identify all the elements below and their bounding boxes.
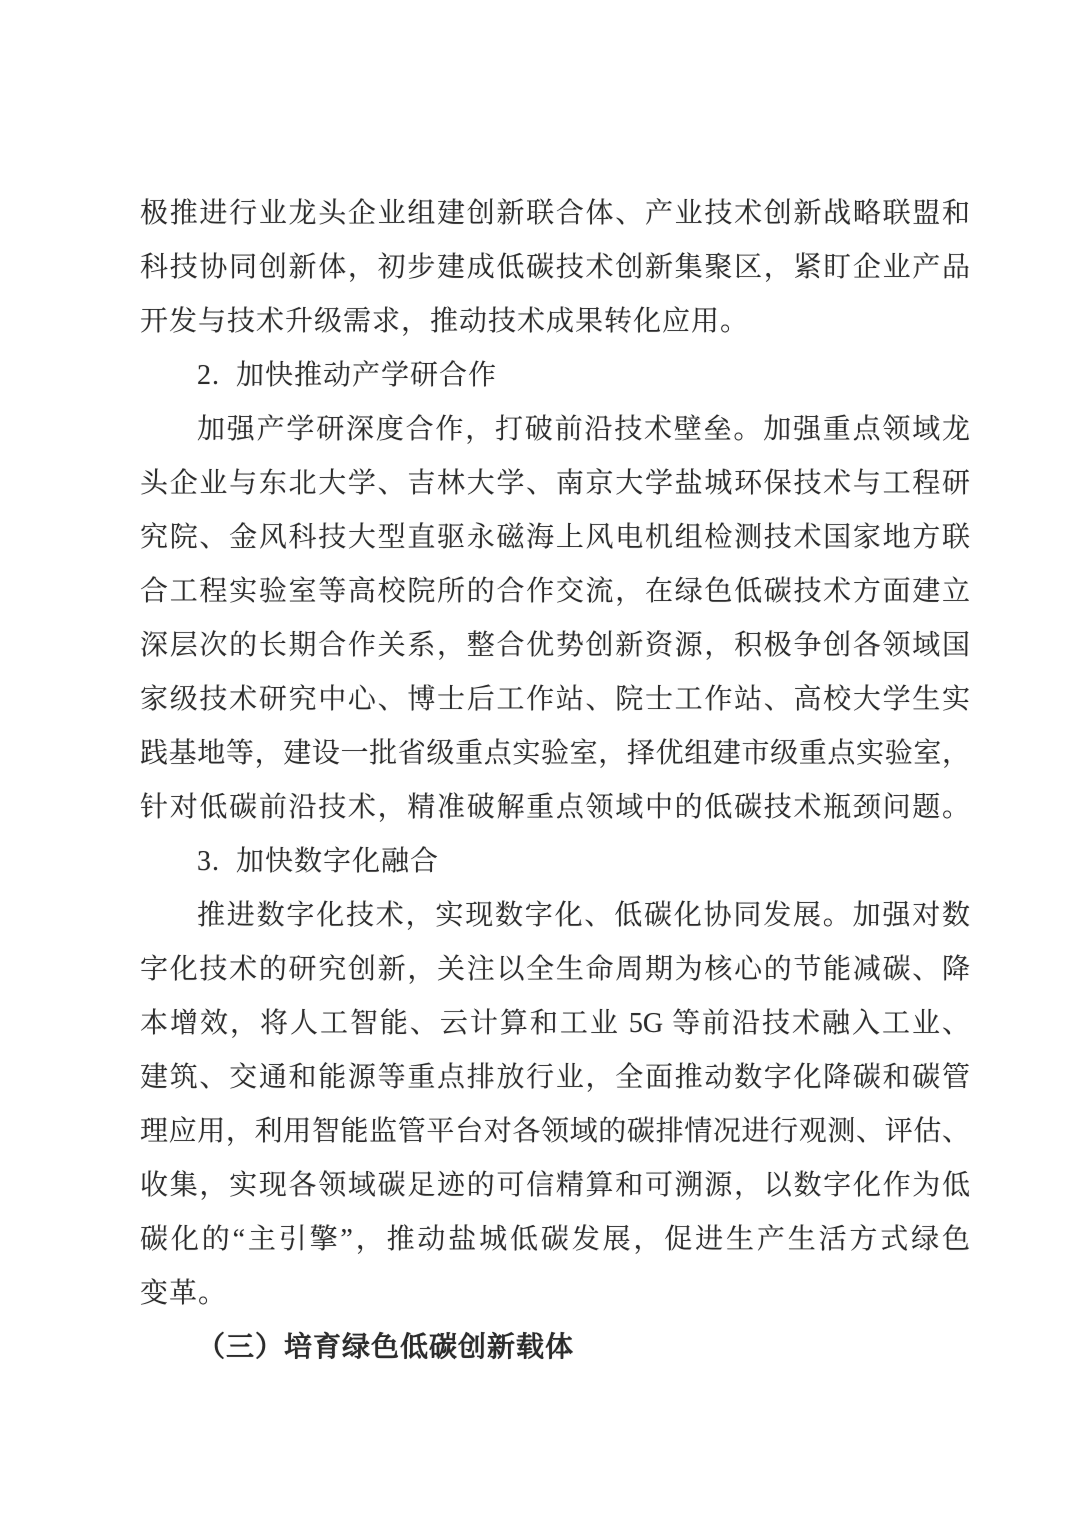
body-line: 碳化的“主引擎”，推动盐城低碳发展，促进生产生活方式绿色 bbox=[140, 1224, 970, 1255]
heading-item-2: 2. 加快推动产学研合作 bbox=[197, 360, 498, 391]
body-line: 建筑、交通和能源等重点排放行业，全面推动数字化降碳和碳管 bbox=[140, 1062, 970, 1093]
body-line: 开发与技术升级需求，推动技术成果转化应用。 bbox=[140, 306, 750, 337]
body-line: 合工程实验室等高校院所的合作交流，在绿色低碳技术方面建立 bbox=[140, 576, 970, 607]
body-line: 针对低碳前沿技术，精准破解重点领域中的低碳技术瓶颈问题。 bbox=[140, 792, 970, 823]
body-line: 践基地等，建设一批省级重点实验室，择优组建市级重点实验室， bbox=[140, 738, 970, 769]
body-line: 推进数字化技术，实现数字化、低碳化协同发展。加强对数 bbox=[197, 900, 970, 931]
body-line: 变革。 bbox=[140, 1278, 228, 1309]
body-line: 究院、金风科技大型直驱永磁海上风电机组检测技术国家地方联 bbox=[140, 522, 970, 553]
body-line: 头企业与东北大学、吉林大学、南京大学盐城环保技术与工程研 bbox=[140, 468, 970, 499]
body-line: 收集，实现各领域碳足迹的可信精算和可溯源，以数字化作为低 bbox=[140, 1170, 970, 1201]
body-line: 理应用，利用智能监管平台对各领域的碳排情况进行观测、评估、 bbox=[140, 1116, 970, 1147]
body-line: 加强产学研深度合作，打破前沿技术壁垒。加强重点领域龙 bbox=[197, 414, 970, 445]
body-line: 家级技术研究中心、博士后工作站、院士工作站、高校大学生实 bbox=[140, 684, 970, 715]
body-line: 字化技术的研究创新，关注以全生命周期为核心的节能减碳、降 bbox=[140, 954, 970, 985]
body-line: 深层次的长期合作关系，整合优势创新资源，积极争创各领域国 bbox=[140, 630, 970, 661]
subsection-heading: （三）培育绿色低碳创新载体 bbox=[197, 1332, 575, 1363]
body-line: 极推进行业龙头企业组建创新联合体、产业技术创新战略联盟和 bbox=[140, 198, 970, 229]
body-line: 本增效，将人工智能、云计算和工业 5G 等前沿技术融入工业、 bbox=[140, 1008, 970, 1039]
heading-item-3: 3. 加快数字化融合 bbox=[197, 846, 440, 877]
body-line: 科技协同创新体，初步建成低碳技术创新集聚区，紧盯企业产品 bbox=[140, 252, 970, 283]
